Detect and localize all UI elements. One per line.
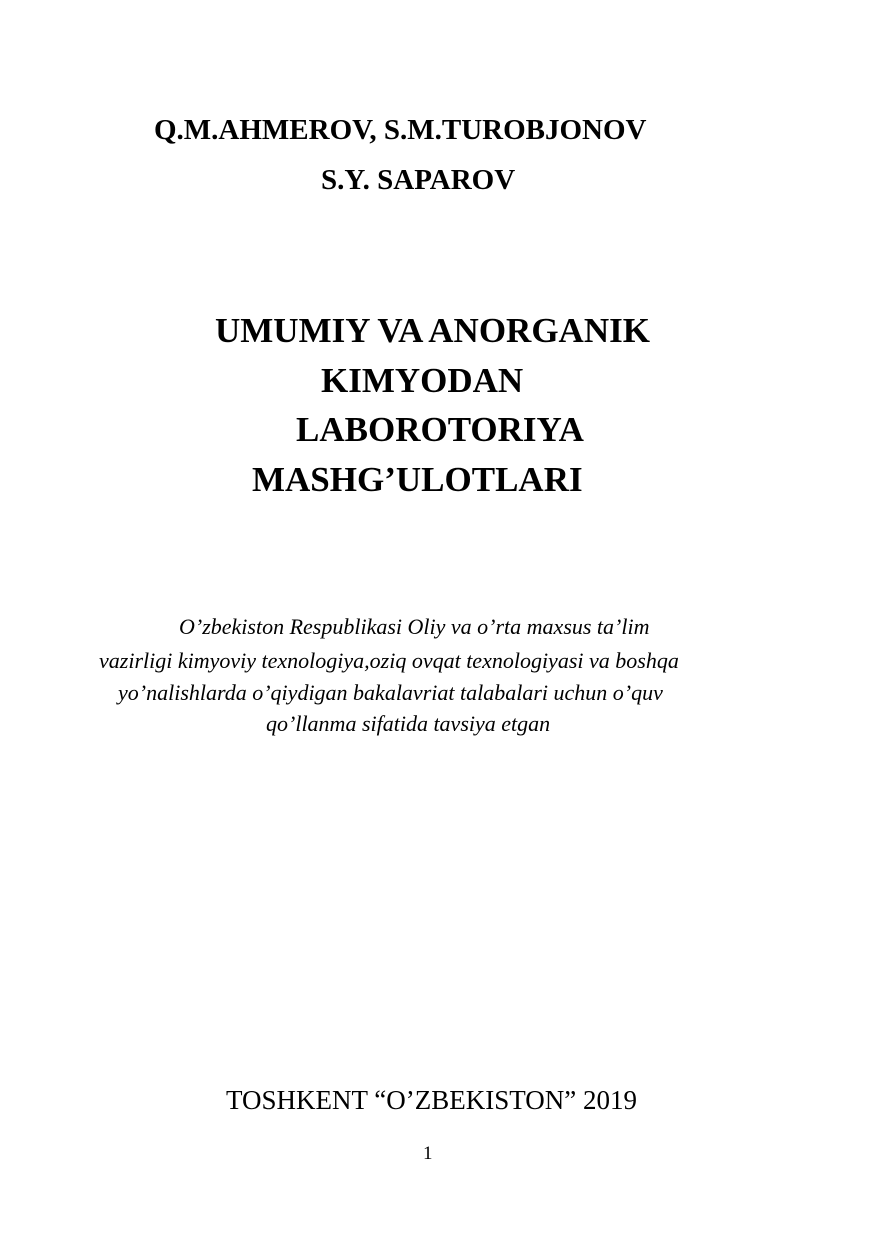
authors-line-1: Q.M.AHMEROV, S.M.TUROBJONOV xyxy=(154,114,647,146)
page-number: 1 xyxy=(423,1143,433,1164)
authors-line-2: S.Y. SAPAROV xyxy=(321,164,516,196)
title-line-4: MASHG’ULOTLARI xyxy=(252,460,583,499)
title-line-3: LABOROTORIYA xyxy=(296,410,584,449)
publisher-line: TOSHKENT “O’ZBEKISTON” 2019 xyxy=(226,1085,637,1115)
description-line-4: qo’llanma sifatida tavsiya etgan xyxy=(266,711,551,736)
description-line-3: yo’nalishlarda o’qiydigan bakalavriat talabalari uchun o’quv xyxy=(118,680,663,705)
title-line-2: KIMYODAN xyxy=(321,361,524,400)
description-line-1: O’zbekiston Respublikasi Oliy va o’rta maxsus ta’lim xyxy=(179,614,650,639)
title-line-1: UMUMIY VA ANORGANIK xyxy=(215,311,650,350)
description-line-2: vazirligi kimyoviy texnologiya,oziq ovqat texnologiyasi va boshqa xyxy=(99,648,679,673)
